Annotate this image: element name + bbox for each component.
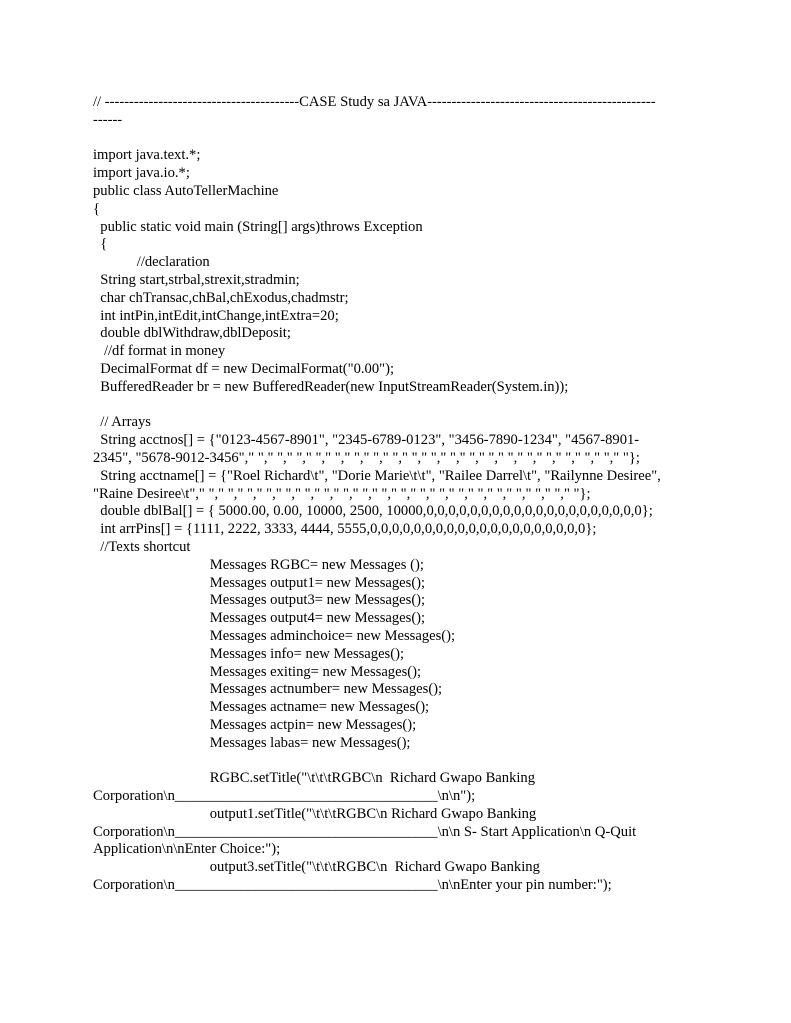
code-line: int intPin,intEdit,intChange,intExtra=20; — [93, 307, 339, 324]
code-line: Messages output4= new Messages(); — [93, 610, 426, 627]
code-line: output3.setTitle("\t\t\tRGBC\n Richard Gwapo Banking — [93, 859, 540, 876]
code-line: Corporation\n____________________________________\n\n S- Start Application\n Q-Quit — [93, 823, 637, 840]
code-line: Messages actpin= new Messages(); — [93, 716, 417, 733]
code-line: //declaration — [93, 254, 210, 271]
code-line: String acctname[] = {"Roel Richard\t", "Dorie Marie\t\t", "Railee Darrel\t", "Railynne Desiree", — [93, 467, 661, 484]
code-line: Application\n\nEnter Choice:"); — [93, 841, 281, 858]
code-line: Corporation\n____________________________________\n\nEnter your pin number:"); — [93, 877, 612, 894]
code-line: Messages exiting= new Messages(); — [93, 663, 422, 680]
code-line: Messages adminchoice= new Messages(); — [93, 627, 456, 644]
code-line: BufferedReader br = new BufferedReader(new InputStreamReader(System.in)); — [93, 378, 569, 395]
code-line: 2345", "5678-9012-3456"," "," "," "," "," "," "," "," "," "," "," "," "," "," "," "," "," "," "," "," "}; — [93, 449, 640, 466]
code-line: int arrPins[] = {1111, 2222, 3333, 4444, 5555,0,0,0,0,0,0,0,0,0,0,0,0,0,0,0,0,0,0,0,0}; — [93, 521, 597, 538]
code-line: String start,strbal,strexit,stradmin; — [93, 271, 300, 288]
code-line: //df format in money — [93, 343, 226, 360]
code-line: import java.io.*; — [93, 165, 190, 182]
code-line: Corporation\n____________________________________\n\n"); — [93, 788, 476, 805]
code-line: "Raine Desiree\t"," "," "," "," "," "," "," "," "," "," "," "," "," "," "," "," "," "," "," "," "}; — [93, 485, 591, 502]
code-line: char chTransac,chBal,chExodus,chadmstr; — [93, 289, 349, 306]
code-line: { — [93, 236, 108, 253]
code-line: { — [93, 200, 101, 217]
blank-line — [93, 752, 703, 770]
code-line: public static void main (String[] args)throws Exception — [93, 218, 423, 235]
code-line: // Arrays — [93, 414, 151, 431]
code-line: Messages actnumber= new Messages(); — [93, 681, 443, 698]
code-line: output1.setTitle("\t\t\tRGBC\n Richard Gwapo Banking — [93, 805, 537, 822]
code-line: ------ — [93, 111, 123, 128]
code-line: import java.text.*; — [93, 147, 201, 164]
code-line: double dblBal[] = { 5000.00, 0.00, 10000, 2500, 10000,0,0,0,0,0,0,0,0,0,0,0,0,0,0,0,0,0,0,0,0}; — [93, 503, 653, 520]
code-listing — [93, 94, 703, 895]
code-line: Messages actname= new Messages(); — [93, 699, 430, 716]
code-line: double dblWithdraw,dblDeposit; — [93, 325, 291, 342]
code-line: // ----------------------------------------CASE Study sa JAVA----------------------------------------------- — [93, 94, 656, 110]
code-line: public class AutoTellerMachine — [93, 182, 279, 199]
code-line: Messages labas= new Messages(); — [93, 734, 411, 751]
code-line: RGBC.setTitle("\t\t\tRGBC\n Richard Gwapo Banking — [93, 770, 536, 787]
code-line: Messages info= new Messages(); — [93, 645, 405, 662]
code-line: DecimalFormat df = new DecimalFormat("0.00"); — [93, 360, 394, 377]
code-line: //Texts shortcut — [93, 538, 191, 555]
code-line: String acctnos[] = {"0123-4567-8901", "2345-6789-0123", "3456-7890-1234", "4567-8901- — [93, 432, 640, 449]
code-line: Messages output3= new Messages(); — [93, 592, 426, 609]
code-line: Messages RGBC= new Messages (); — [93, 556, 424, 573]
blank-line — [93, 130, 703, 148]
code-line: Messages output1= new Messages(); — [93, 574, 426, 591]
blank-line — [93, 397, 703, 415]
